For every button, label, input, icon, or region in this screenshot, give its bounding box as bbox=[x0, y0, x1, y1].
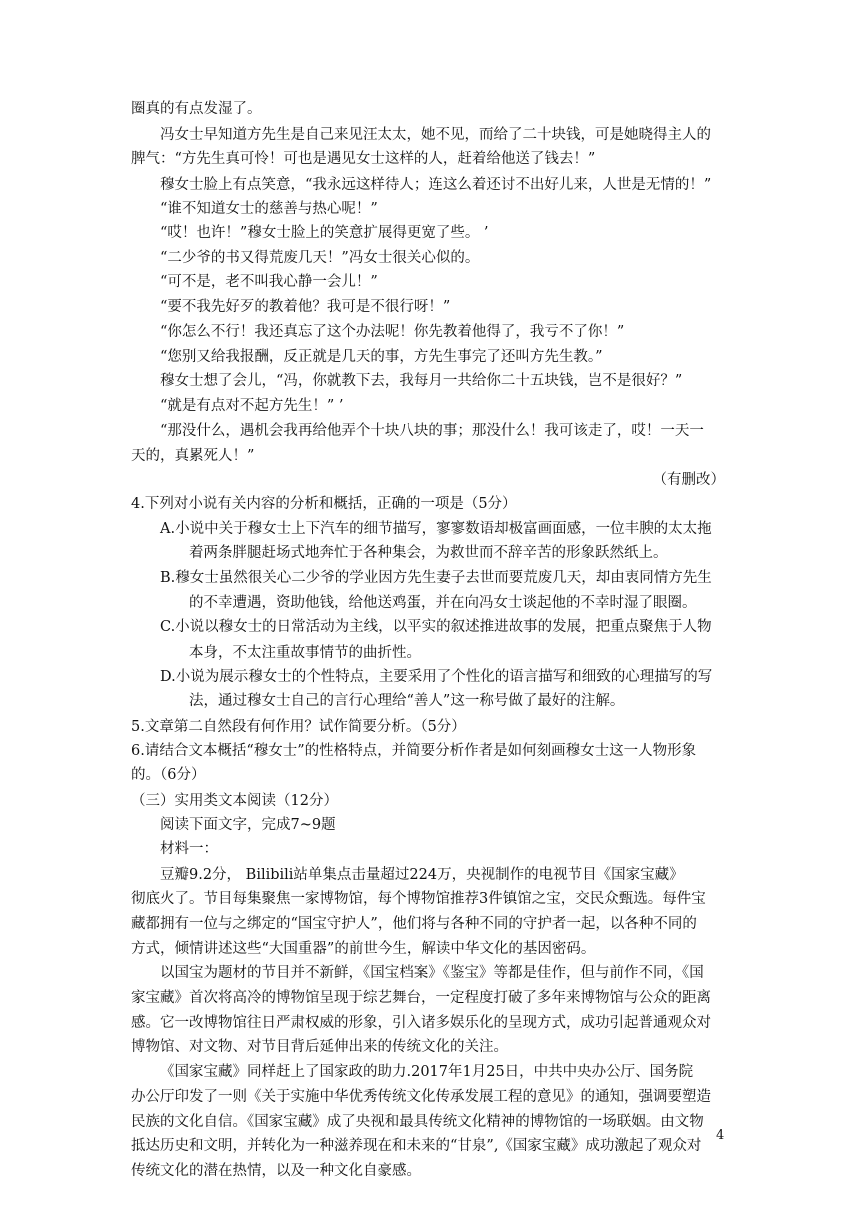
text-line: A.小说中关于穆女士上下汽车的细节描写，寥寥数语却极富画面感，一位丰腴的太太拖 bbox=[160, 521, 712, 537]
text-line: 法，通过穆女士自己的言行心理给“善人”这一称号做了最好的注解。 bbox=[189, 693, 625, 709]
text-line: 本身，不太注重故事情节的曲折性。 bbox=[189, 645, 421, 661]
text-line: 4.下列对小说有关内容的分析和概括，正确的一项是（5分） bbox=[131, 496, 517, 512]
text-line: 感。它一改博物馆往日严肃权威的形象，引入诸多娱乐化的呈现方式，成功引起普通观众对 bbox=[131, 1015, 711, 1031]
text-line: C.小说以穆女士的日常活动为主线，以平实的叙述推进故事的发展，把重点聚焦于人物 bbox=[160, 619, 712, 635]
text-line: “二少爷的书又得荒废几天！”冯女士很关心似的。 bbox=[160, 250, 480, 266]
text-line: 脾气：“方先生真可怜！可也是遇见女士这样的人，赶着给他送了钱去！” bbox=[131, 151, 596, 167]
text-line: 的不幸遭遇，资助他钱，给他送鸡蛋，并在向冯女士谈起他的不幸时湿了眼圈。 bbox=[189, 595, 697, 611]
text-line: 穆女士想了会儿，“冯，你就教下去，我每月一共给你二十五块钱，岂不是很好？” bbox=[160, 373, 683, 389]
text-line: 民族的文化自信。《国家宝藏》成了央视和最具传统文化精神的博物馆的一场联姻。由文物 bbox=[131, 1114, 704, 1130]
text-line: 抵达历史和文明，并转化为一种滋养现在和未来的“甘泉”,《国家宝藏》成功激起了观众对 bbox=[131, 1138, 702, 1154]
text-line: “就是有点对不起方先生！” ’ bbox=[160, 398, 344, 414]
text-line: 圈真的有点发湿了。 bbox=[131, 101, 262, 117]
text-line: 阅读下面文字，完成7~9题 bbox=[160, 817, 336, 833]
text-line: “可不是，老不叫我心静一会儿！” bbox=[160, 274, 378, 290]
text-line: “那没什么，遇机会我再给他弄个十块八块的事；那没什么！我可该走了，哎！一天一 bbox=[160, 423, 704, 439]
text-line: “您别又给我报酬，反正就是几天的事，方先生事完了还叫方先生教。” bbox=[160, 349, 603, 365]
text-line: “你怎么不行！我还真忘了这个办法呢！你先教着他得了，我亏不了你！” bbox=[160, 324, 625, 340]
text-line: 《国家宝藏》同样赶上了国家政的助力.2017年1月25日，中共中央办公厅、国务院 bbox=[160, 1064, 694, 1080]
text-line: 藏都拥有一位与之绑定的“国宝守护人”，他们将与各种不同的守护者一起，以各种不同的 bbox=[131, 916, 697, 932]
text-line: 博物馆、对文物、对节目背后延伸出来的传统文化的关注。 bbox=[131, 1039, 508, 1055]
text-line: “哎！也许！”穆女士脸上的笑意扩展得更宽了些。 ’ bbox=[160, 225, 489, 241]
text-line: 办公厅印发了一则《关于实施中华优秀传统文化传承发展工程的意见》的通知，强调要塑造 bbox=[131, 1089, 711, 1105]
text-line: “谁不知道女士的慈善与热心呢！” bbox=[160, 201, 378, 217]
text-line: B.穆女士虽然很关心二少爷的学业因方先生妻子去世而要荒废几天，却由衷同情方先生 bbox=[160, 570, 712, 586]
text-line: 的。（6分） bbox=[131, 767, 206, 783]
text-line: 以国宝为题材的节目并不新鲜，《国宝档案》《鉴宝》等都是佳作，但与前作不同，《国 bbox=[160, 965, 704, 981]
text-line: （三）实用类文本阅读（12分） bbox=[131, 793, 338, 809]
text-line: 冯女士早知道方先生是自己来见汪太太，她不见，而给了二十块钱，可是她晓得主人的 bbox=[160, 127, 711, 143]
text-line: 传统文化的潜在热情，以及一种文化自豪感。 bbox=[131, 1163, 421, 1179]
text-line: 彻底火了。节目每集聚焦一家博物馆，每个博物馆推荐3件镇馆之宝，交民众甄选。每件宝 bbox=[131, 891, 706, 907]
text-line: 天的，真累死人！” bbox=[131, 448, 255, 464]
text-line: 穆女士脸上有点笑意，“我永远这样待人；连这么着还讨不出好儿来，人世是无情的！” bbox=[160, 177, 712, 193]
text-line: 6.请结合文本概括“穆女士”的性格特点，并简要分析作者是如何刻画穆女士这一人物形象 bbox=[131, 743, 697, 759]
text-line: 豆瓣9.2分， Bilibili站单集点击量超过224万，央视制作的电视节目《国家宝藏》 bbox=[160, 867, 684, 883]
page-number: 4 bbox=[716, 1128, 725, 1143]
source-note: （有删改） bbox=[652, 472, 725, 488]
text-line: 着两条胖腿赶场式地奔忙于各种集会，为救世而不辞辛苦的形象跃然纸上。 bbox=[189, 545, 668, 561]
text-line: “要不我先好歹的教着他？我可是不很行呀！” bbox=[160, 299, 451, 315]
text-line: 家宝藏》首次将高冷的博物馆呈现于综艺舞台，一定程度打破了多年来博物馆与公众的距离 bbox=[131, 990, 711, 1006]
text-line: 材料一： bbox=[160, 841, 218, 857]
text-line: D.小说为展示穆女士的个性特点，主要采用了个性化的语言描写和细致的心理描写的写 bbox=[160, 669, 713, 685]
text-line: 5.文章第二自然段有何作用？试作简要分析。（5分） bbox=[131, 719, 466, 735]
text-line: 方式，倾情讲述这些“大国重器”的前世今生，解读中华文化的基因密码。 bbox=[131, 941, 596, 957]
